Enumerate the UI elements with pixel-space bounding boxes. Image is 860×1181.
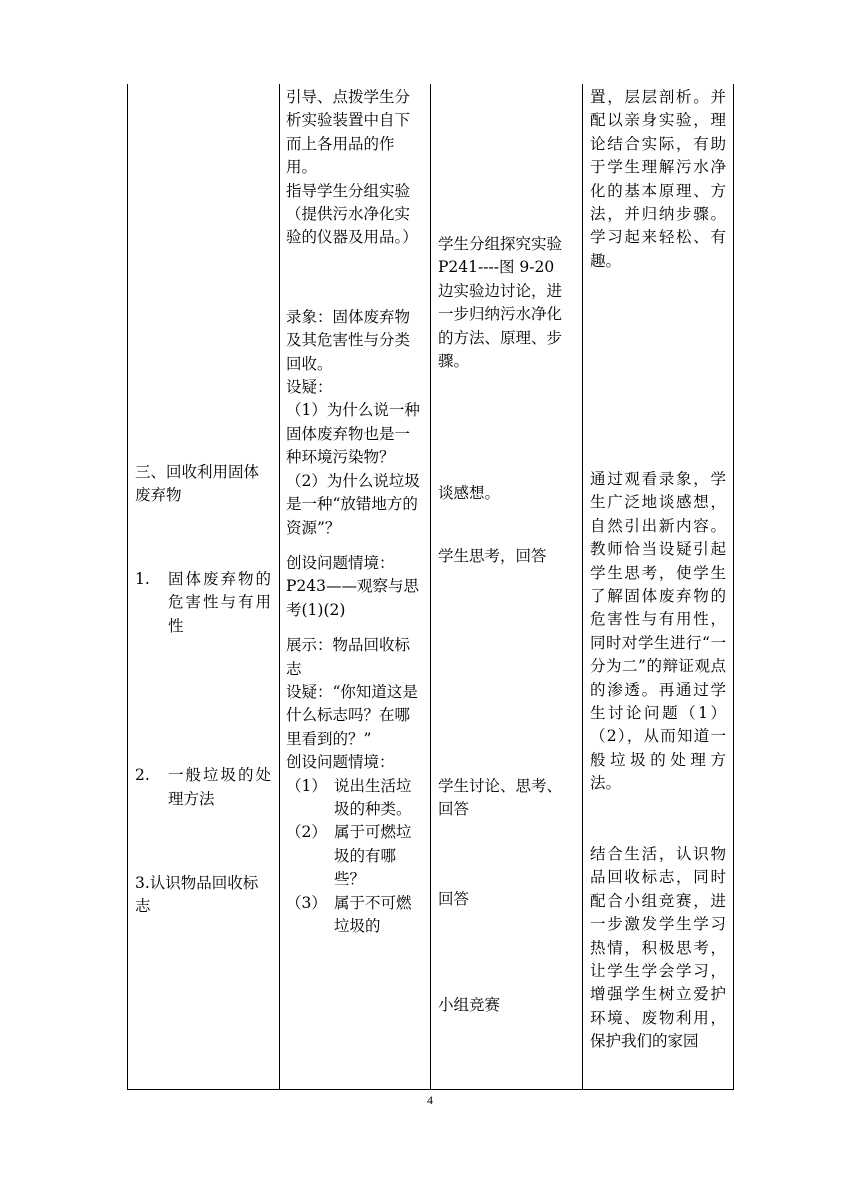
student-activity-contest: 小组竞赛 <box>438 996 501 1014</box>
table-border-bottom <box>127 1089 734 1090</box>
section-heading: 三、回收利用固体废弃物 <box>135 463 260 505</box>
topic-item-3: 3.认识物品回收标志 <box>135 874 259 916</box>
student-activity-reply: 回答 <box>438 890 470 908</box>
student-activity-discuss: 学生讨论、思考、回答 <box>438 777 563 819</box>
table-border-right <box>733 84 734 1090</box>
topic-column <box>135 461 271 919</box>
column-divider-1 <box>279 84 280 1090</box>
student-activity-answer: 学生思考，回答 <box>438 547 547 565</box>
student-activity-column: 学生分组探究实验 P241----图 9-20 边实验边讨论，进一步归纳污水净化的方法、原理、步骤。 <box>438 235 563 371</box>
column-divider-3 <box>582 84 583 1090</box>
page-number: 4 <box>427 1093 433 1107</box>
design-intent-column: 置，层层剖析。并配以亲身实验，理论结合实际，有助于学生理解污水净化的基本原理、方法，并归纳步骤。学习起来轻松、有趣。 <box>590 88 726 270</box>
question-list-item-2: （2） 属于可燃垃圾的有哪些？ <box>286 823 412 889</box>
design-intent-3: 结合生活，认识物品回收标志，同时配合小组竞赛，进一步激发学生学习热情，积极思考，让学生学会学习，增强学生树立爱护环境、废物利用，保护我们的家园 <box>590 845 726 1051</box>
design-intent-2: 通过观看录象，学生广泛地谈感想，自然引出新内容。教师恰当设疑引起学生思考，使学生了解固体废弃物的危害性与有用性，同时对学生进行“一分为二”的辩证观点的渗透。再通过学生讨论问题（1）（2），从而知道一般垃圾的处理方法。 <box>590 470 726 793</box>
question-list-item-3: （3） 属于不可燃垃圾的 <box>286 893 412 935</box>
teacher-activity-column: 引导、点拨学生分析实验装置中自下而上各用品的作用。 指导学生分组实验 （提供污水净化实验的仪器及用品。） 录象：固体废弃物及其危害性与分类回收。 设疑： （1）为什么说一种固体废弃物也是一种环境污染物？ （2）为什么说垃圾是一种“放错地方的资源”？ 创设问题情境： P243——观察与思考(1)(2) 展示：物品回收标志 设疑：“你知道这是什么标志吗？在哪里看到的？” 创设问题情境： （1） 说出生活垃圾的种类。 （2） 属于可燃垃圾的有哪些？ （3） 属于不可燃垃圾的 <box>286 86 424 938</box>
question-list-item-1: （1） 说出生活垃圾的种类。 <box>286 776 412 818</box>
topic-item-2: 2. 一般垃圾的处理方法 <box>135 766 271 808</box>
topic-item-1: 1. 固体废弃物的危害性与有用性 <box>135 570 271 635</box>
column-divider-2 <box>430 84 431 1090</box>
student-activity-think: 谈感想。 <box>438 484 501 502</box>
table-border-left <box>127 84 128 1090</box>
